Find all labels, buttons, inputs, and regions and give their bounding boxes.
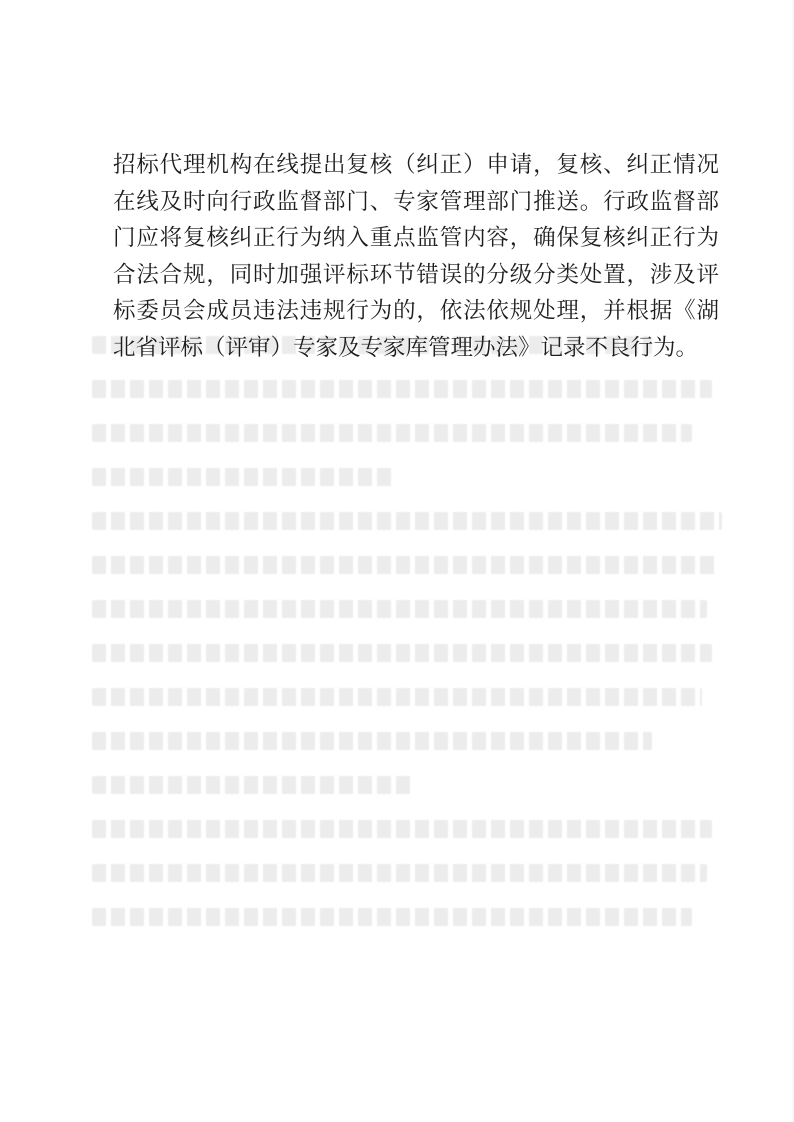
show-through-line	[92, 556, 717, 574]
show-through-line	[92, 600, 707, 618]
body-paragraph: 招标代理机构在线提出复核（纠正）申请，复核、纠正情况在线及时向行政监督部门、专家管理部门推送。行政监督部门应将复核纠正行为纳入重点监管内容，确保复核纠正行为合法合规，同时加强评标环节错误的分级分类处置，涉及评标委员会成员违法违规行为的，依法依规处理，并根据《湖北省评标（评审）专家及专家库管理办法》记录不良行为。	[113, 152, 719, 361]
show-through-line	[92, 688, 702, 706]
show-through-line	[92, 512, 722, 530]
show-through-line	[92, 864, 707, 882]
show-through-line	[92, 468, 392, 486]
reverse-side-show-through	[92, 336, 732, 956]
show-through-line	[92, 380, 712, 398]
show-through-line	[92, 424, 692, 442]
show-through-line	[92, 908, 692, 926]
show-through-line	[92, 820, 712, 838]
show-through-line	[92, 776, 412, 794]
page-body	[113, 147, 719, 367]
show-through-line	[92, 644, 712, 662]
show-through-line	[92, 732, 652, 750]
